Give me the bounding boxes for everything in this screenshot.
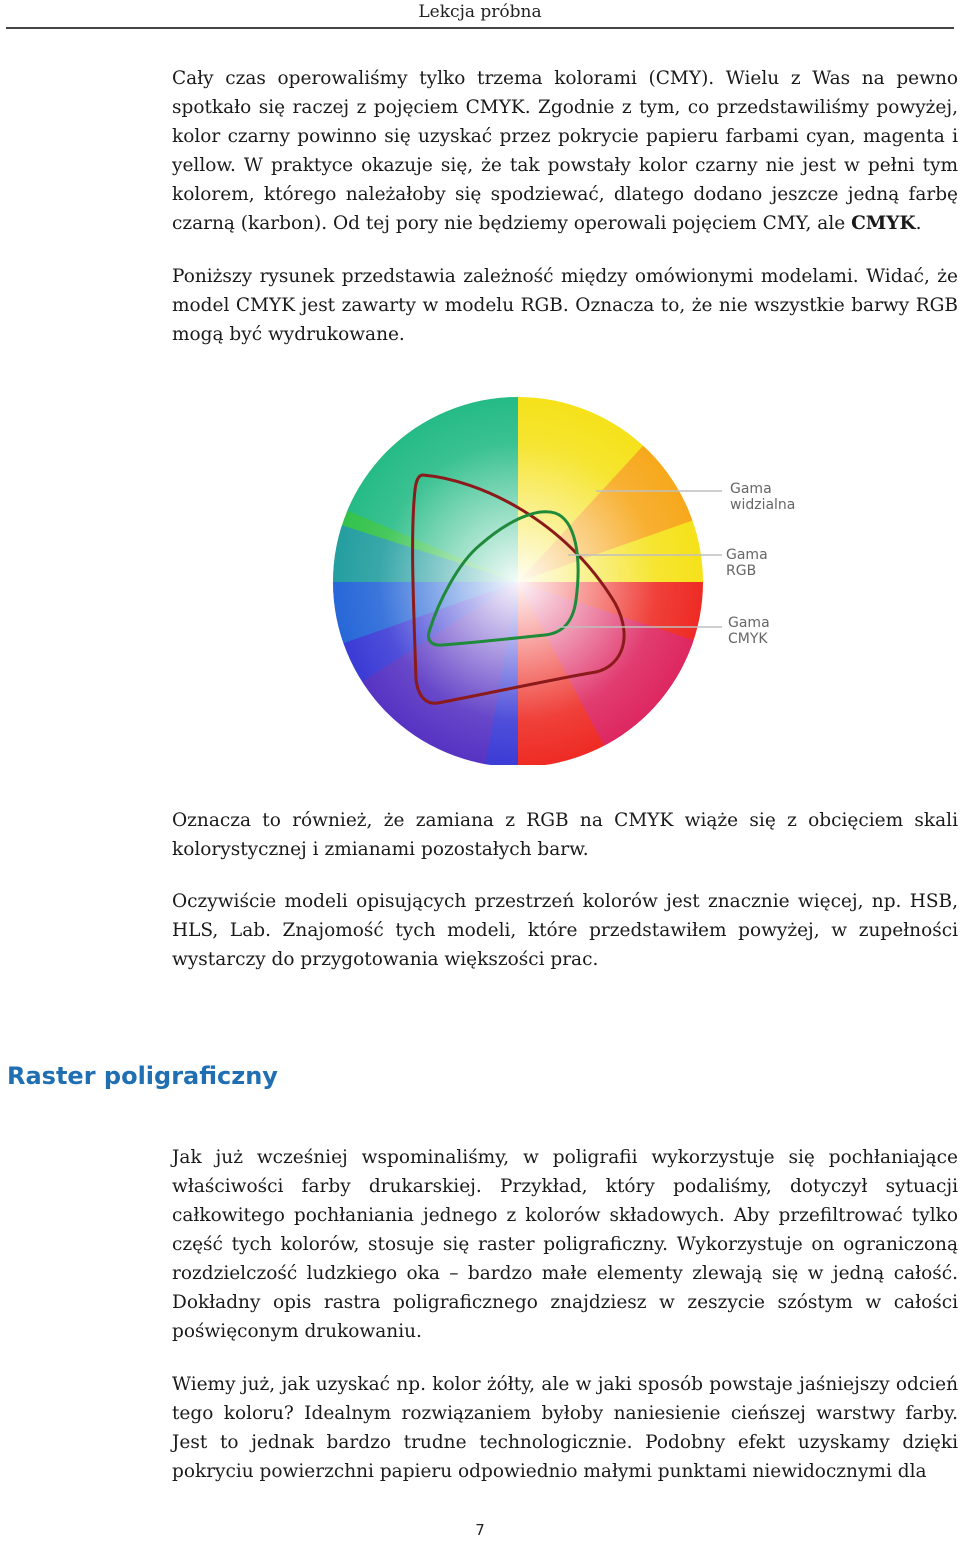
label-rgb-line2: RGB bbox=[726, 563, 757, 579]
paragraph-other-models: Oczywiście modeli opisujących przestrzeń kolorów jest znacznie więcej, np. HSB, HLS, Lab. Znajomość tych modeli, które przedstawiłem powyżej, w zupełności wystarczy do przygotowania większości prac. bbox=[172, 891, 958, 970]
color-gamut-diagram bbox=[330, 395, 800, 765]
cmyk-bold-term: CMYK bbox=[851, 213, 916, 234]
label-cmyk-line1: Gama bbox=[728, 615, 770, 631]
paragraph-conversion-note: Oznacza to również, że zamiana z RGB na CMYK wiąże się z obcięciem skali kolorystycznej i zmianami pozostałych barw. bbox=[172, 810, 958, 860]
page-header bbox=[0, 0, 960, 30]
color-gamut-figure bbox=[330, 395, 800, 765]
page-number: 7 bbox=[475, 1521, 485, 1539]
paragraph-raster-intro: Jak już wcześniej wspominaliśmy, w poligrafii wykorzystuje się pochłaniające właściwości farby drukarskiej. Przykład, który podaliśmy, dotyczył sytuacji całkowitego pochłaniania jednego z kolorów składowych. Aby przefiltrować tylko część tych kolorów, stosuje się raster poligraficzny. Wykorzystuje on ograniczoną rozdzielczość ludzkiego oka – bardzo małe elementy zlewają się w jedną całość. Dokładny opis rastra poligraficznego znajdziesz w zeszycie szóstym w całości poświęconym drukowaniu. bbox=[172, 1147, 958, 1342]
label-gama-rgb bbox=[726, 547, 768, 579]
color-wheel bbox=[330, 395, 708, 765]
label-visible-line2: widzialna bbox=[730, 497, 796, 513]
header-title: Lekcja próbna bbox=[418, 2, 542, 22]
paragraph-cmyk-intro bbox=[172, 64, 958, 238]
paragraph-figure-intro: Poniższy rysunek przedstawia zależność między omówionymi modelami. Widać, że model CMYK jest zawarty w modelu RGB. Oznacza to, że nie wszystkie barwy RGB mogą być wydrukowane. bbox=[172, 266, 958, 345]
header-rule bbox=[6, 27, 954, 29]
label-cmyk-line2: CMYK bbox=[728, 631, 768, 647]
paragraph-lighter-shade: Wiemy już, jak uzyskać np. kolor żółty, ale w jaki sposób powstaje jaśniejszy odcień tego koloru? Idealnym rozwiązaniem byłoby naniesienie cieńszej warstwy farby. Jest to jednak bardzo trudne technologicznie. Podobny efekt uzyskamy dzięki pokryciu powierzchni papieru odpowiednio małymi punktami niewidocznymi dla bbox=[172, 1374, 958, 1482]
label-gama-cmyk bbox=[728, 615, 770, 647]
paragraph-cmyk-intro-tail: . bbox=[915, 213, 922, 234]
section-title: Raster poligraficzny bbox=[7, 1062, 278, 1090]
paragraph-cmyk-intro-text: Cały czas operowaliśmy tylko trzema kolorami (CMY). Wielu z Was na pewno spotkało się raczej z pojęciem CMYK. Zgodnie z tym, co przedstawiliśmy powyżej, kolor czarny powinno się uzyskać przez pokrycie papieru farbami cyan, magenta i yellow. W praktyce okazuje się, że tak powstały kolor czarny nie jest w pełni tym kolorem, którego należałoby się spodziewać, dlatego dodano jeszcze jedną farbę czarną (karbon). Od tej pory nie będziemy operowali pojęciem CMY, ale bbox=[172, 68, 958, 234]
label-gama-widzialna bbox=[730, 481, 795, 513]
label-visible-line1: Gama bbox=[730, 481, 772, 497]
label-rgb-line1: Gama bbox=[726, 547, 768, 563]
